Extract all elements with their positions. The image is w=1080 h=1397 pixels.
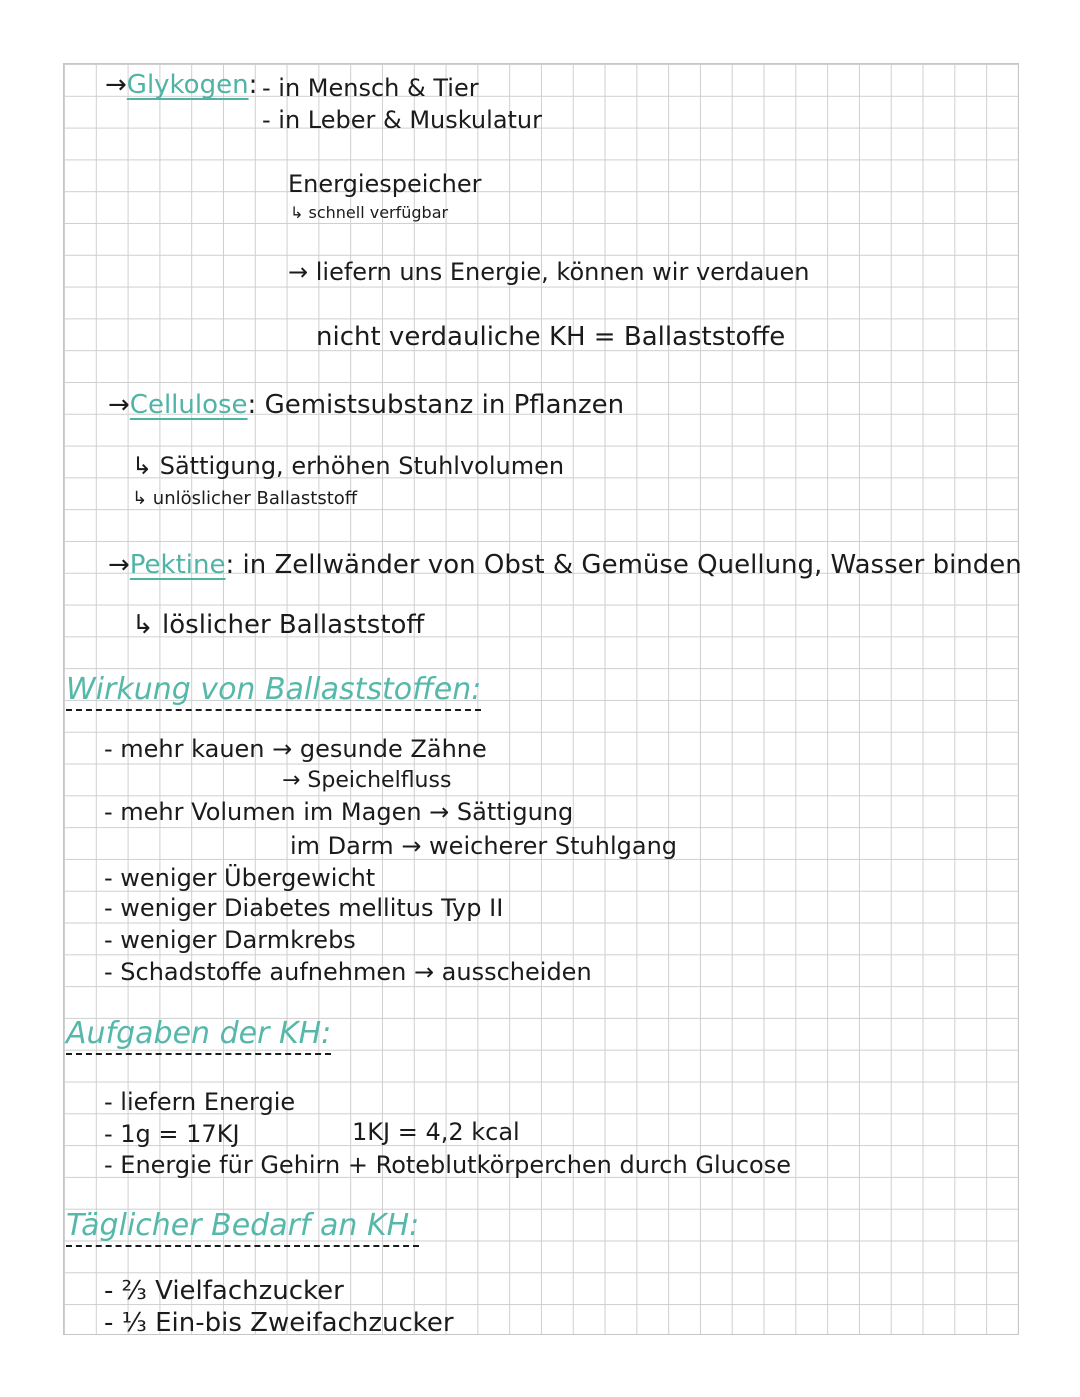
glykogen-point-2: - in Leber & Muskulatur — [262, 106, 543, 134]
aufgaben-line-1: - liefern Energie — [104, 1088, 296, 1116]
cellulose-desc: : Gemistsubstanz in Pflanzen — [247, 390, 625, 420]
arrow-icon: → — [105, 70, 127, 100]
wirkung-line-1b: → Speichelfluss — [282, 768, 452, 793]
cellulose-line — [108, 392, 624, 418]
aufgaben-line-2: - 1g = 17KJ — [104, 1120, 240, 1148]
pektine-line — [108, 552, 1022, 578]
glykogen-colon: : — [248, 70, 258, 100]
wirkung-line-5: - weniger Darmkrebs — [104, 926, 356, 954]
pektine-term: Pektine — [129, 550, 226, 580]
wirkung-line-2b: im Darm → weicherer Stuhlgang — [290, 832, 678, 860]
energy-sub: ↳ schnell verfügbar — [290, 203, 449, 222]
wirkung-line-1: - mehr kauen → gesunde Zähne — [104, 735, 487, 763]
bedarf-line-2: - ⅓ Ein-bis Zweifachzucker — [104, 1308, 454, 1338]
energy-supply: → liefern uns Energie, können wir verdauen — [288, 258, 810, 286]
bedarf-heading: Täglicher Bedarf an KH: — [66, 1208, 419, 1247]
cellulose-term: Cellulose — [129, 390, 248, 420]
aufgaben-line-2b: 1KJ = 4,2 kcal — [352, 1118, 520, 1146]
aufgaben-heading: Aufgaben der KH: — [66, 1016, 331, 1055]
wirkung-line-6: - Schadstoffe aufnehmen → ausscheiden — [104, 958, 592, 986]
wirkung-heading: Wirkung von Ballaststoffen: — [66, 672, 481, 711]
glykogen-term: Glykogen — [126, 70, 249, 100]
pektine-desc: : in Zellwänder von Obst & Gemüse Quellung, Wasser binden — [225, 550, 1022, 580]
glykogen-line — [105, 72, 257, 98]
indigestible-kh: nicht verdauliche KH = Ballaststoffe — [316, 322, 786, 352]
glykogen-point-1: - in Mensch & Tier — [262, 74, 479, 102]
cellulose-sub-2: ↳ unlöslicher Ballaststoff — [132, 488, 358, 509]
energy-title: Energiespeicher — [288, 170, 482, 198]
wirkung-line-2: - mehr Volumen im Magen → Sättigung — [104, 798, 574, 826]
pektine-sub: ↳ löslicher Ballaststoff — [132, 610, 425, 640]
arrow-icon: → — [108, 550, 130, 580]
arrow-icon: → — [108, 390, 130, 420]
aufgaben-line-3: - Energie für Gehirn + Roteblutkörperchen durch Glucose — [104, 1151, 791, 1179]
bedarf-line-1: - ⅔ Vielfachzucker — [104, 1276, 344, 1306]
wirkung-line-3: - weniger Übergewicht — [104, 864, 376, 892]
cellulose-sub-1: ↳ Sättigung, erhöhen Stuhlvolumen — [132, 452, 565, 480]
wirkung-line-4: - weniger Diabetes mellitus Typ II — [104, 894, 504, 922]
